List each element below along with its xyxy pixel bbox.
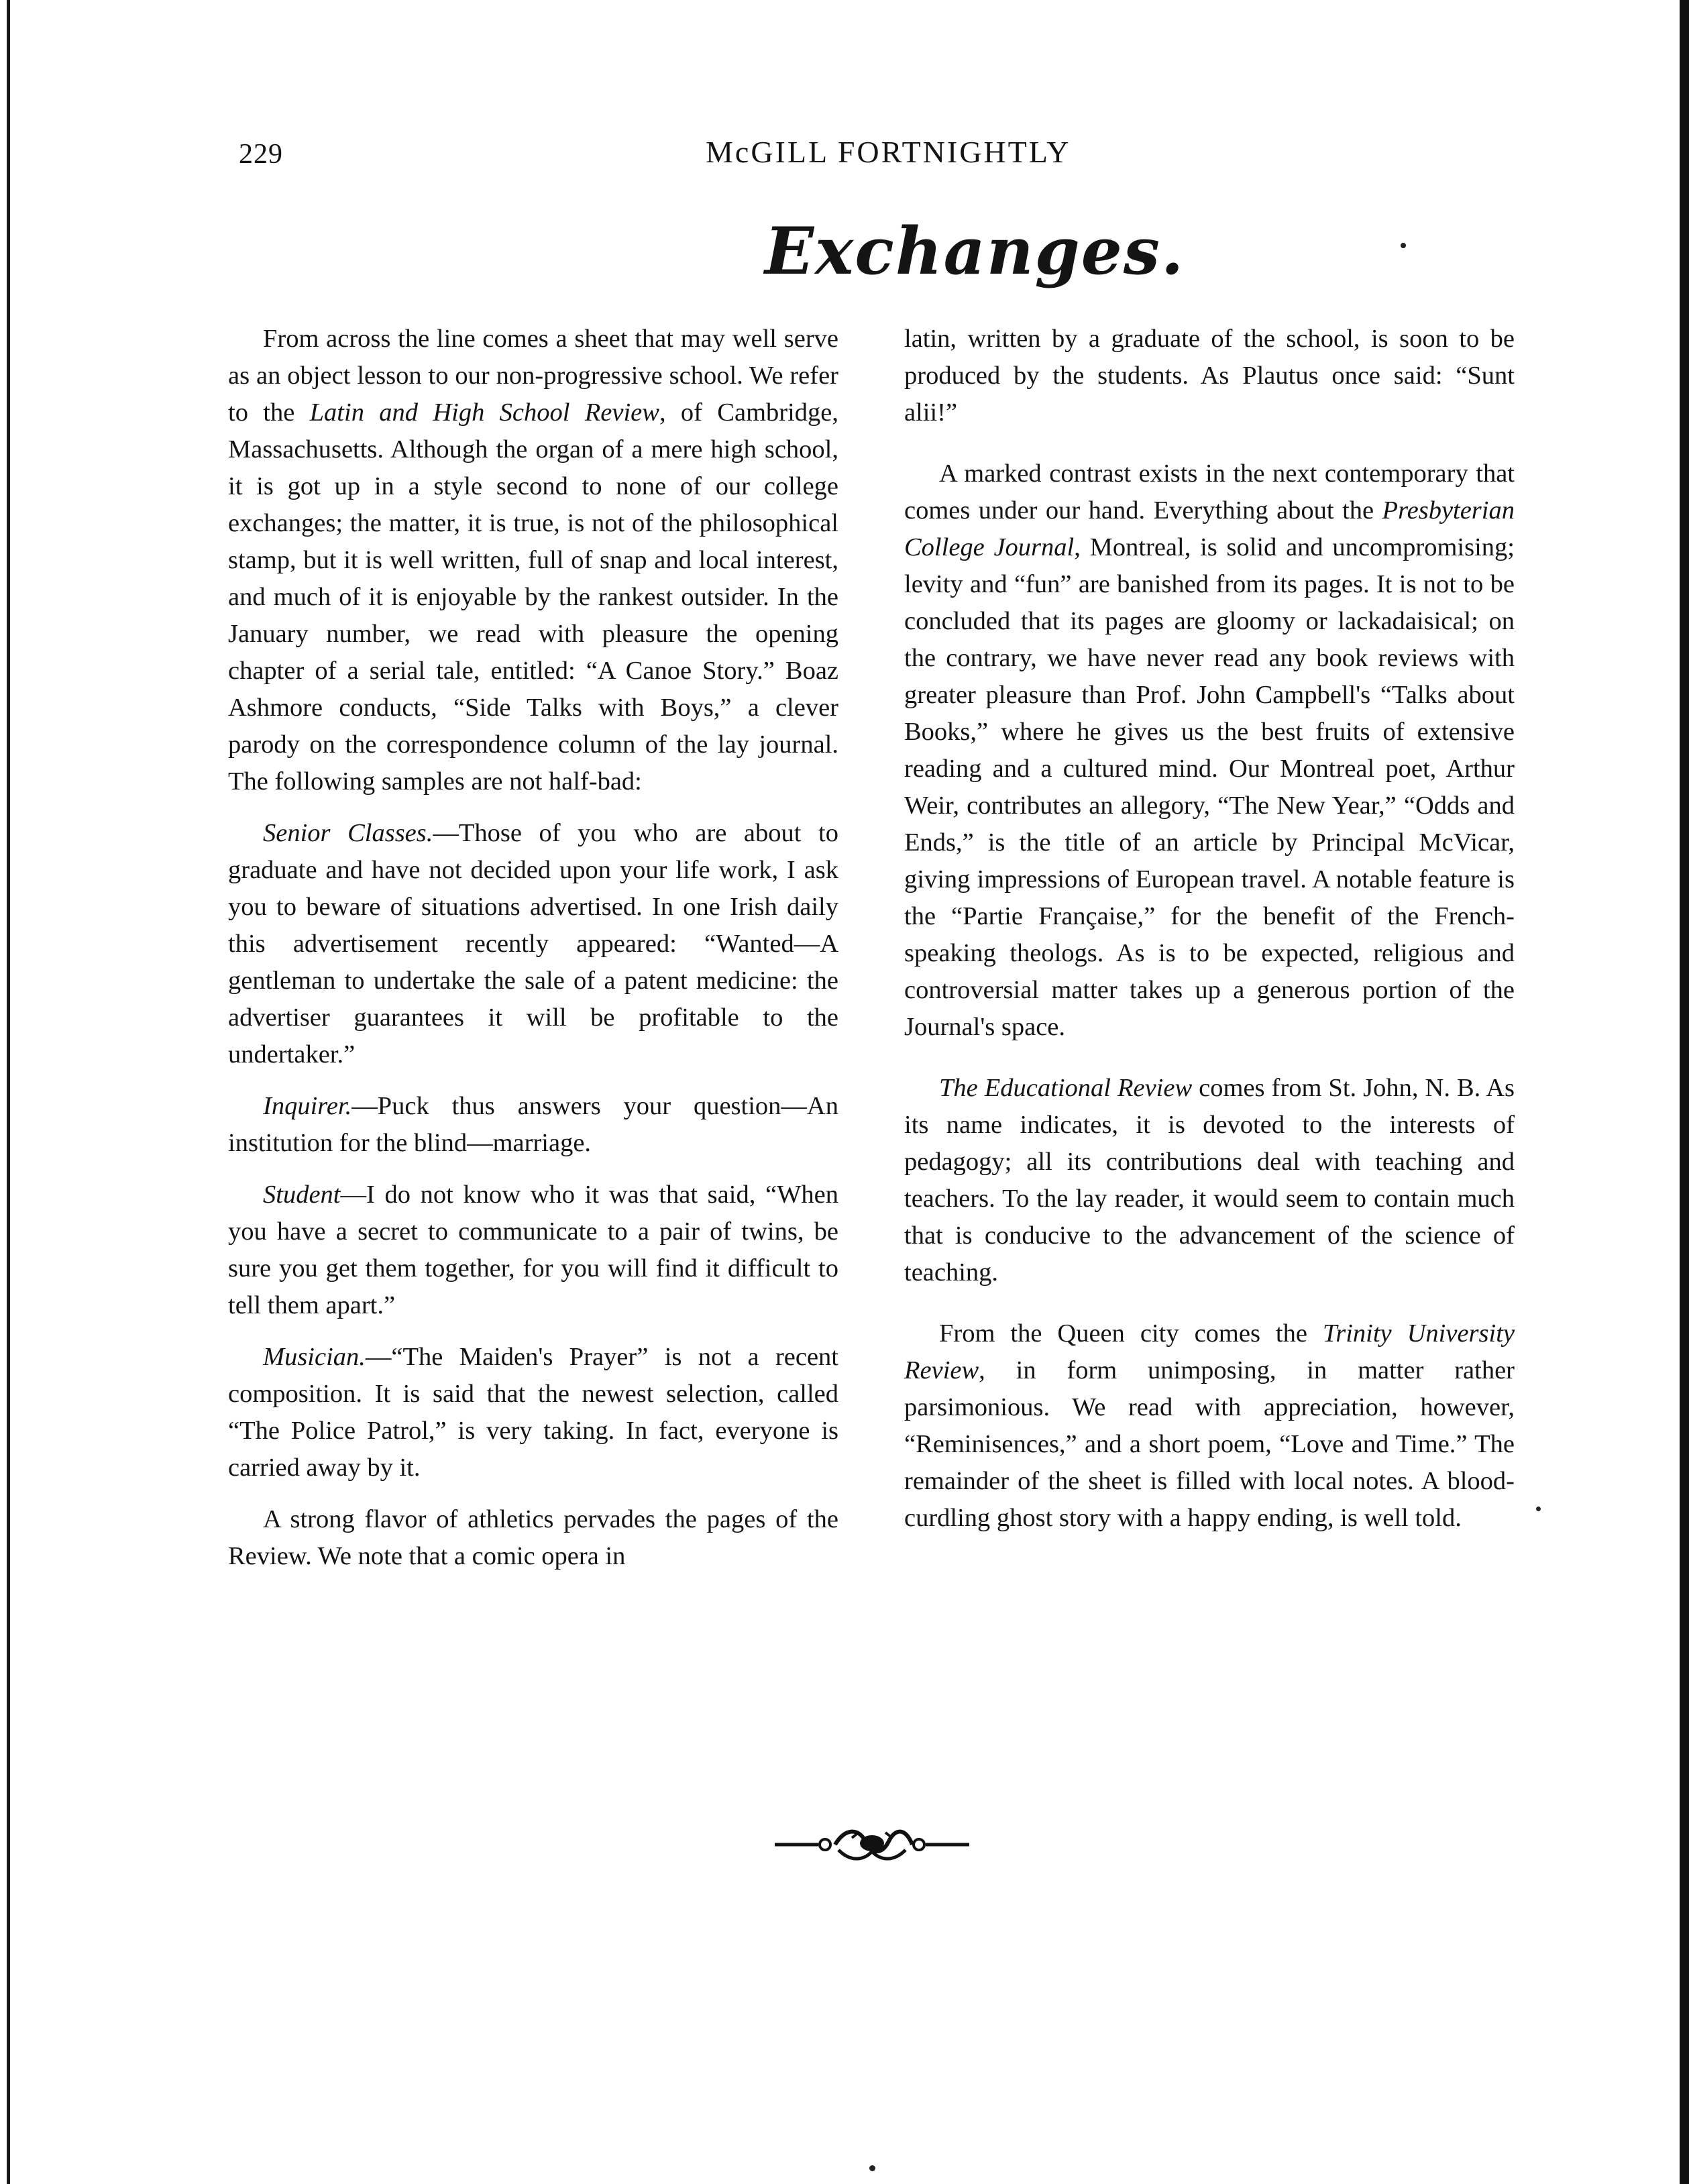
paragraph-trinity-review <box>904 1315 1515 1537</box>
scan-speck <box>1401 243 1406 248</box>
column-heading-label: Inquirer. <box>263 1092 352 1120</box>
paragraph-latin-high-school-review <box>228 321 838 800</box>
paragraph-inquirer <box>228 1088 838 1162</box>
paragraph-musician <box>228 1339 838 1486</box>
text-run: From the Queen city comes the <box>939 1319 1323 1348</box>
paragraph-student <box>228 1177 838 1324</box>
paragraph-senior-classes <box>228 815 838 1073</box>
periodical-title: Latin and High School Review <box>309 398 659 427</box>
column-heading-label: Student <box>263 1181 341 1209</box>
text-run: , in form unimposing, in matter rather parsimonious. We read with appreciation, however, “Reminisences,” and a short poem, “Love and Time.” The remainder of the sheet is filled with local notes. A blood-curdling ghost story with a happy ending, is well told. <box>904 1356 1515 1532</box>
text-run: , of Cambridge, Massachusetts. Although the organ of a mere high school, it is got up in a style second to none of our college exchanges; the matter, it is true, is not of the philosophical stamp, but it is well written, full of snap and local interest, and much of it is enjoyable by the rankest outsider. In the January number, we read with pleasure the opening chapter of a serial tale, entitled: “A Canoe Story.” Boaz Ashmore conducts, “Side Talks with Boys,” a clever parody on the correspondence column of the lay journal. The following samples are not half-bad: <box>228 398 838 796</box>
running-head: McGILL FORTNIGHTLY <box>706 135 1071 169</box>
paragraph-educational-review <box>904 1070 1515 1291</box>
text-run: A marked contrast exists in the next contemporary that comes under our hand. Everything about the <box>904 459 1515 525</box>
right-column <box>904 321 1515 1551</box>
paragraph-presbyterian-journal <box>904 455 1515 1046</box>
text-run: —I do not know who it was that said, “When you have a secret to communicate to a pair of twins, be sure you get them together, for you will find it difficult to tell them apart.” <box>228 1181 838 1319</box>
decorative-scroll-ornament-icon <box>771 1824 973 1865</box>
section-title: Exchanges. <box>765 213 1185 289</box>
text-run: —Puck thus answers your question—An institution for the blind—marriage. <box>228 1092 838 1157</box>
paragraph-athletics: A strong flavor of athletics pervades the pages of the Review. We note that a comic opera in <box>228 1505 838 1570</box>
text-run: —Those of you who are about to graduate and have not decided upon your life work, I ask you to beware of situations advertised. In one Irish daily this advertisement recently appeared: “Wanted—A gentleman to undertake the sale of a patent medicine: the advertiser guarantees it will be profitable to the undertaker.” <box>228 819 838 1069</box>
paragraph-continuation: latin, written by a graduate of the school, is soon to be produced by the students. As Plautus once said: “Sunt alii!” <box>904 325 1515 427</box>
periodical-title: Trinity University Review <box>904 1319 1515 1384</box>
column-heading-label: Musician. <box>263 1343 366 1371</box>
text-run: comes from St. John, N. B. As its name indicates, it is devoted to the interests of pedagogy; all its contributions deal with teaching and teachers. To the lay reader, it would seem to contain much that is conducive to the advancement of the science of teaching. <box>904 1074 1515 1287</box>
text-run: From across the line comes a sheet that may well serve as an object lesson to our non-progressive school. We refer to the <box>228 325 838 427</box>
scan-speck <box>1536 1507 1541 1511</box>
scan-speck <box>869 2165 875 2171</box>
text-run: , Montreal, is solid and uncompromising; levity and “fun” are banished from its pages. It is not to be concluded that its pages are gloomy or lackadaisical; on the contrary, we have never read any book reviews with greater pleasure than Prof. John Campbell's “Talks about Books,” where he gives us the best fruits of extensive reading and a cultured mind. Our Montreal poet, Arthur Weir, contributes an allegory, “The New Year,” “Odds and Ends,” is the title of an article by Principal McVicar, giving impressions of European travel. A notable feature is the “Partie Française,” for the benefit of the French-speaking theologs. As is to be expected, religious and controversial matter takes up a generous portion of the Journal's space. <box>904 533 1515 1041</box>
periodical-title: Presbyterian College Journal <box>904 496 1515 561</box>
scan-edge-left <box>7 0 10 2184</box>
page-number: 229 <box>239 139 283 170</box>
column-heading-label: Senior Classes. <box>263 819 433 847</box>
text-run: —“The Maiden's Prayer” is not a recent composition. It is said that the newest selection, called “The Police Patrol,” is very taking. In fact, everyone is carried away by it. <box>228 1343 838 1482</box>
periodical-title: The Educational Review <box>939 1074 1193 1102</box>
scan-edge-right <box>1680 0 1689 2184</box>
left-column <box>228 321 838 1590</box>
